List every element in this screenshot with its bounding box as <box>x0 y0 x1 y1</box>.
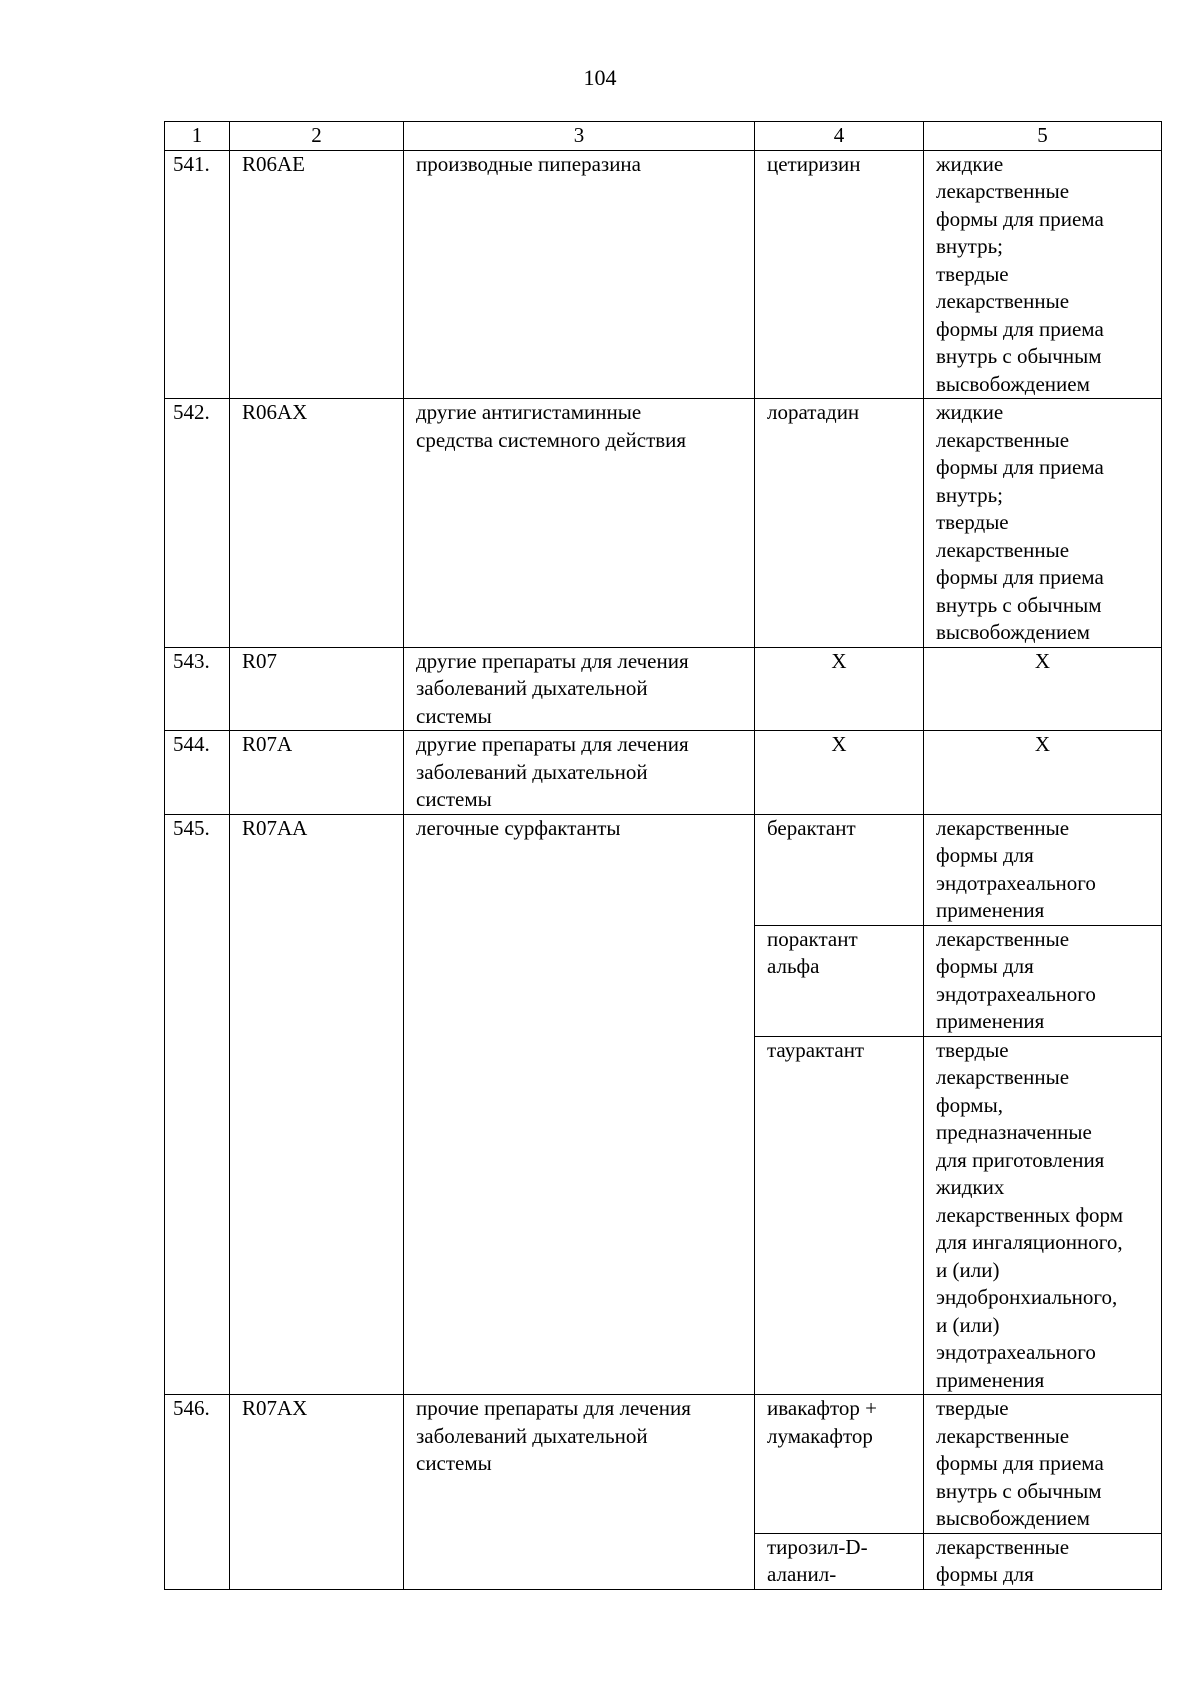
dosage-form-cell: твердые лекарственные формы для приема внутрь с обычным высвобождением <box>924 1395 1162 1534</box>
dosage-form-cell: X <box>924 647 1162 731</box>
row-number-cell: 544. <box>165 731 230 815</box>
page-number: 104 <box>583 65 617 90</box>
drug-table <box>164 121 1162 1590</box>
drug-name-cell: таурактант <box>755 1036 924 1395</box>
table-row <box>165 1395 1162 1534</box>
drug-name-cell: порактант альфа <box>755 925 924 1036</box>
table-row <box>165 731 1162 815</box>
header-cell: 3 <box>404 122 755 151</box>
atc-code-cell: R07 <box>230 647 404 731</box>
drug-name-cell: ивакафтор + лумакафтор <box>755 1395 924 1534</box>
row-number-cell: 546. <box>165 1395 230 1590</box>
header-cell: 2 <box>230 122 404 151</box>
drug-name-cell: тирозил-D- аланил- <box>755 1533 924 1589</box>
dosage-form-cell: лекарственные формы для эндотрахеального применения <box>924 925 1162 1036</box>
group-name-cell: другие препараты для лечения заболеваний дыхательной системы <box>404 731 755 815</box>
dosage-form-cell: твердые лекарственные формы, предназначенные для приготовления жидких лекарственных форм для ингаляционного, и (или) эндобронхиального, и (или) эндотрахеального применения <box>924 1036 1162 1395</box>
group-name-cell: прочие препараты для лечения заболеваний дыхательной системы <box>404 1395 755 1590</box>
header-cell: 5 <box>924 122 1162 151</box>
group-name-cell: производные пиперазина <box>404 150 755 399</box>
atc-code-cell: R07A <box>230 731 404 815</box>
atc-code-cell: R07AA <box>230 814 404 1395</box>
group-name-cell: другие антигистаминные средства системного действия <box>404 399 755 648</box>
group-name-cell: легочные сурфактанты <box>404 814 755 1395</box>
table-row <box>165 150 1162 399</box>
dosage-form-cell: X <box>924 731 1162 815</box>
table-row <box>165 814 1162 925</box>
drug-name-cell: берактант <box>755 814 924 925</box>
atc-code-cell: R06AE <box>230 150 404 399</box>
atc-code-cell: R07AX <box>230 1395 404 1590</box>
row-number-cell: 543. <box>165 647 230 731</box>
atc-code-cell: R06AX <box>230 399 404 648</box>
table-header-row <box>165 122 1162 151</box>
dosage-form-cell: жидкие лекарственные формы для приема внутрь; твердые лекарственные формы для приема внутрь с обычным высвобождением <box>924 399 1162 648</box>
drug-name-cell: X <box>755 731 924 815</box>
row-number-cell: 545. <box>165 814 230 1395</box>
drug-name-cell: лоратадин <box>755 399 924 648</box>
table-row <box>165 399 1162 648</box>
header-cell: 1 <box>165 122 230 151</box>
dosage-form-cell: лекарственные формы для <box>924 1533 1162 1589</box>
header-cell: 4 <box>755 122 924 151</box>
group-name-cell: другие препараты для лечения заболеваний дыхательной системы <box>404 647 755 731</box>
dosage-form-cell: лекарственные формы для эндотрахеального применения <box>924 814 1162 925</box>
drug-name-cell: цетиризин <box>755 150 924 399</box>
drug-name-cell: X <box>755 647 924 731</box>
row-number-cell: 542. <box>165 399 230 648</box>
table-row <box>165 647 1162 731</box>
row-number-cell: 541. <box>165 150 230 399</box>
dosage-form-cell: жидкие лекарственные формы для приема внутрь; твердые лекарственные формы для приема внутрь с обычным высвобождением <box>924 150 1162 399</box>
